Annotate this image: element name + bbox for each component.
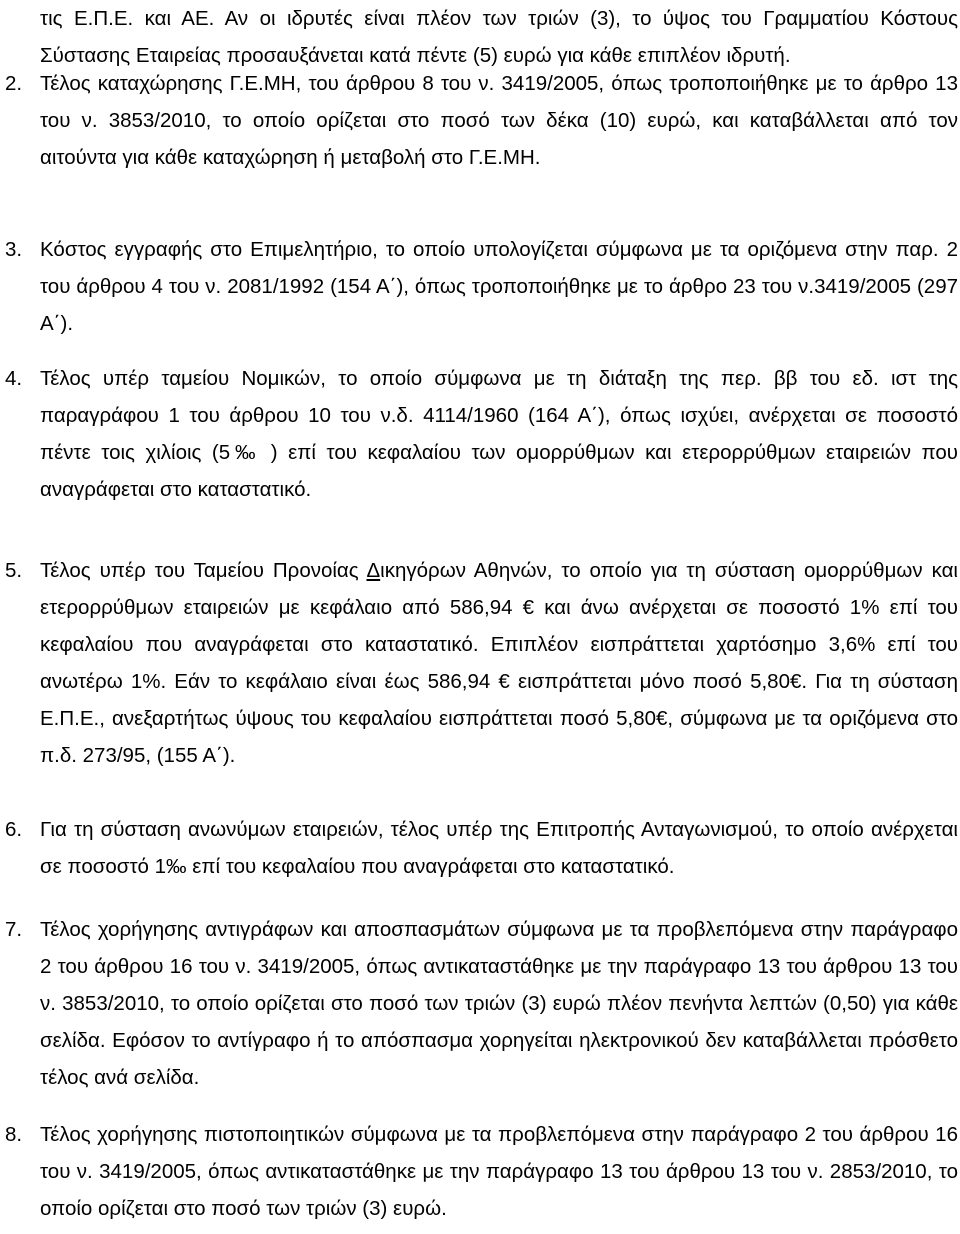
item-number: 6. xyxy=(5,818,23,841)
item-text-start: Τέλος υπέρ του Ταμείου Προνοίας xyxy=(40,559,367,582)
item-number: 3. xyxy=(5,238,23,261)
item-text: Τέλος χορήγησης αντιγράφων και αποσπασμάτων σύμφωνα με τα προβλεπόμενα στην παράγραφο 2 του άρθρου 16 του ν. 3419/2005, όπως αντικαταστάθηκε με την παράγραφο 13 του άρθρου 13 του ν. 3853/2010, το οποίο ορίζεται στο ποσό των τριών (3) ευρώ πλέον πενήντα λεπτών (0,50) για κάθε σελίδα. Εφόσον το αντίγραφο ή το απόσπασμα χορηγείται ηλεκτρονικού δεν καταβάλλεται πρόσθετο τέλος ανά σελίδα. xyxy=(40,918,958,1089)
intro-text: τις Ε.Π.Ε. και ΑΕ. Αν οι ιδρυτές είναι πλέον των τριών (3), το ύψος του Γραμματίου Κόστους Σύστασης Εταιρείας προσαυξάνεται κατά πέντε (5) ευρώ για κάθε επιπλέον ιδρυτή. xyxy=(40,7,958,67)
list-item-7 xyxy=(0,911,958,1096)
item-number: 5. xyxy=(5,559,23,582)
intro-paragraph xyxy=(40,0,958,74)
item-text: Τέλος καταχώρησης Γ.Ε.ΜΗ, του άρθρου 8 του ν. 3419/2005, όπως τροποποιήθηκε με το άρθρο 13 του ν. 3853/2010, το οποίο ορίζεται στο ποσό των δέκα (10) ευρώ, και καταβάλλεται από τον αιτούντα για κάθε καταχώρηση ή μεταβολή στο Γ.Ε.ΜΗ. xyxy=(40,72,958,169)
list-item-4 xyxy=(0,360,958,508)
list-item-6 xyxy=(0,811,958,885)
list-item-3 xyxy=(0,231,958,342)
list-item-8 xyxy=(0,1116,958,1227)
item-text: Τέλος υπέρ ταμείου Νομικών, το οποίο σύμφωνα με τη διάταξη της περ. ββ του εδ. ιστ της παραγράφου 1 του άρθρου 10 του ν.δ. 4114/1960 (164 Α΄), όπως ισχύει, ανέρχεται σε ποσοστό πέντε τοις χιλίοις (5‰ ) επί του κεφαλαίου των ομορρύθμων και ετερορρύθμων εταιρειών που αναγράφεται στο καταστατικό. xyxy=(40,367,958,501)
list-item-5 xyxy=(0,552,958,774)
item-text: Κόστος εγγραφής στο Επιμελητήριο, το οποίο υπολογίζεται σύμφωνα με τα οριζόμενα στην παρ. 2 του άρθρου 4 του ν. 2081/1992 (154 Α΄), όπως τροποποιήθηκε με το άρθρο 23 του ν.3419/2005 (297 Α΄). xyxy=(40,238,958,335)
item-text xyxy=(40,552,958,774)
item-number: 7. xyxy=(5,918,23,941)
item-number: 2. xyxy=(5,72,23,95)
item-text-rest: ικηγόρων Αθηνών, το οποίο για τη σύσταση ομορρύθμων και ετερορρύθμων εταιρειών με κεφάλαιο από 586,94 € και άνω ανέρχεται σε ποσοστό 1% επί του κεφαλαίου που αναγράφεται στο καταστατικό. Επιπλέον εισπράττεται χαρτόσημο 3,6% επί του ανωτέρω 1%. Εάν το κεφάλαιο είναι έως 586,94 € εισπράττεται μόνο ποσό 5,80€. Για τη σύσταση Ε.Π.Ε., ανεξαρτήτως ύψους του κεφαλαίου εισπράττεται ποσό 5,80€, σύμφωνα με τα οριζόμενα στο π.δ. 273/95, (155 Α΄). xyxy=(40,559,958,767)
underlined-letter: Δ xyxy=(366,559,381,582)
item-number: 8. xyxy=(5,1123,23,1146)
list-item-2 xyxy=(0,65,958,176)
item-number: 4. xyxy=(5,367,23,390)
item-text: Για τη σύσταση ανωνύμων εταιρειών, τέλος υπέρ της Επιτροπής Ανταγωνισμού, το οποίο ανέρχεται σε ποσοστό 1‰ επί του κεφαλαίου που αναγράφεται στο καταστατικό. xyxy=(40,818,958,878)
item-text: Τέλος χορήγησης πιστοποιητικών σύμφωνα με τα προβλεπόμενα στην παράγραφο 2 του άρθρου 16 του ν. 3419/2005, όπως αντικαταστάθηκε με την παράγραφο 13 του άρθρου 13 του ν. 2853/2010, το οποίο ορίζεται στο ποσό των τριών (3) ευρώ. xyxy=(40,1123,958,1220)
